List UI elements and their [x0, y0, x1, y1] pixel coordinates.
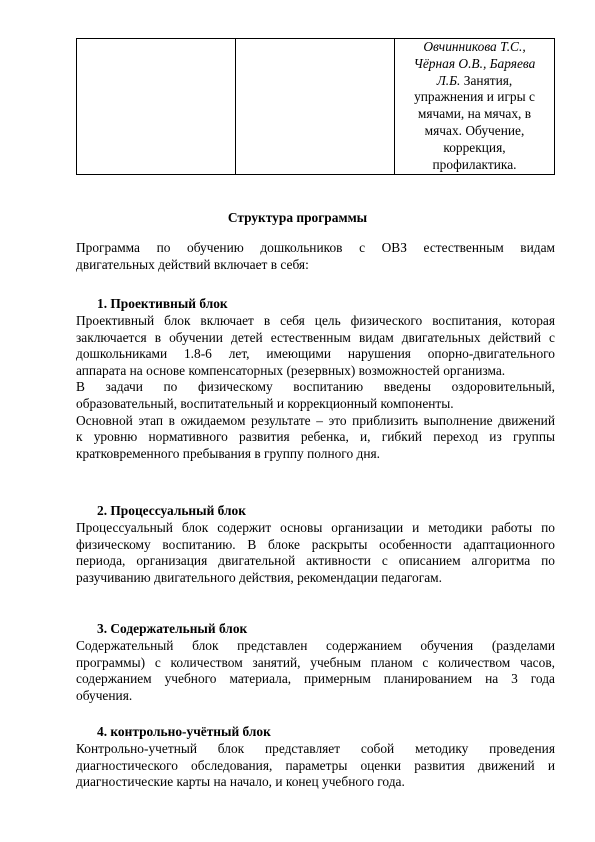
- paragraph-line: физическому воспитанию. В блоке раскрыты особенности адаптационного: [76, 536, 555, 552]
- reference-cell: [395, 39, 555, 175]
- reference-line: Овчинникова Т.С.,: [423, 39, 526, 54]
- paragraph-line: содержанием учебного материала, примерным планированием на 3 года: [76, 671, 555, 687]
- paragraph-line: Проективный блок включает в себя цель физического воспитания, которая: [76, 313, 555, 328]
- section-heading: 3. Содержательный блок: [97, 621, 248, 636]
- paragraph-line: Содержательный блок представлен содержанием обучения (разделами: [76, 638, 555, 653]
- paragraph-line: Процессуальный блок содержит основы организации и методики работы по: [76, 520, 555, 535]
- paragraph-line: аппарата на основе компенсаторных (резервных) возможностей организма.: [76, 362, 506, 378]
- section-paragraph: [76, 520, 555, 586]
- paragraph-line: В задачи по физическому воспитанию введены оздоровительный,: [76, 379, 555, 395]
- paragraph-line: периода, организация двигательной активности с описанием алгоритма по: [76, 553, 555, 569]
- reference-line: профилактика.: [432, 156, 517, 172]
- intro-paragraph: [76, 240, 555, 273]
- page-title: Структура программы: [227, 210, 368, 225]
- table-cell-empty-1: [77, 39, 236, 175]
- section-heading: 4. контрольно-учётный блок: [97, 724, 271, 739]
- section-paragraph: [76, 313, 555, 462]
- reference-line: Л.Б. Занятия,: [436, 72, 513, 88]
- paragraph-line: программы) с количеством занятий, учебным планом с количеством часов,: [76, 654, 555, 670]
- section-paragraph: [76, 638, 555, 704]
- paragraph-line: дошкольниками 1.8-6 лет, имеющими нарушения опорно-двигательного: [76, 346, 555, 362]
- paragraph-line: образовательный, воспитательный и коррекционный компоненты.: [76, 395, 454, 411]
- paragraph-line: кратковременного пребывания в группу полного дня.: [76, 445, 380, 461]
- paragraph-line: диагностические карты на начало, и конец учебного года.: [76, 774, 405, 790]
- reference-line: мячах. Обучение,: [424, 122, 525, 138]
- table-cell-empty-2: [236, 39, 395, 175]
- paragraph-line: обучения.: [76, 687, 133, 703]
- reference-line: упражнения и игры с: [414, 89, 535, 105]
- paragraph-line: диагностического обследования, параметры оценки развития движений и: [76, 757, 555, 773]
- paragraph-line: разучиванию двигательного действия, рекомендации педагогам.: [76, 569, 443, 585]
- reference-table: [76, 38, 555, 175]
- intro-line: Программа по обучению дошкольников с ОВЗ естественным видам: [76, 240, 555, 255]
- reference-line: коррекция,: [443, 139, 506, 155]
- paragraph-line: к уровню нормативного развития ребенка, и, гибкий переход из группы: [76, 429, 555, 445]
- reference-line: мячами, на мячах, в: [417, 106, 532, 122]
- intro-line: двигательных действий включает в себя:: [76, 256, 309, 272]
- paragraph-line: Основной этап в ожидаемом результате – это приблизить выполнение движений: [76, 412, 555, 428]
- section-heading: 2. Процессуальный блок: [97, 503, 246, 518]
- paragraph-line: Контрольно-учетный блок представляет собой методику проведения: [76, 741, 555, 756]
- reference-line: Чёрная О.В., Баряева: [413, 55, 536, 71]
- section-heading: 1. Проективный блок: [97, 296, 228, 311]
- section-paragraph: [76, 741, 555, 791]
- paragraph-line: заключается в обучении детей естественным видам двигательных действий с: [76, 329, 555, 345]
